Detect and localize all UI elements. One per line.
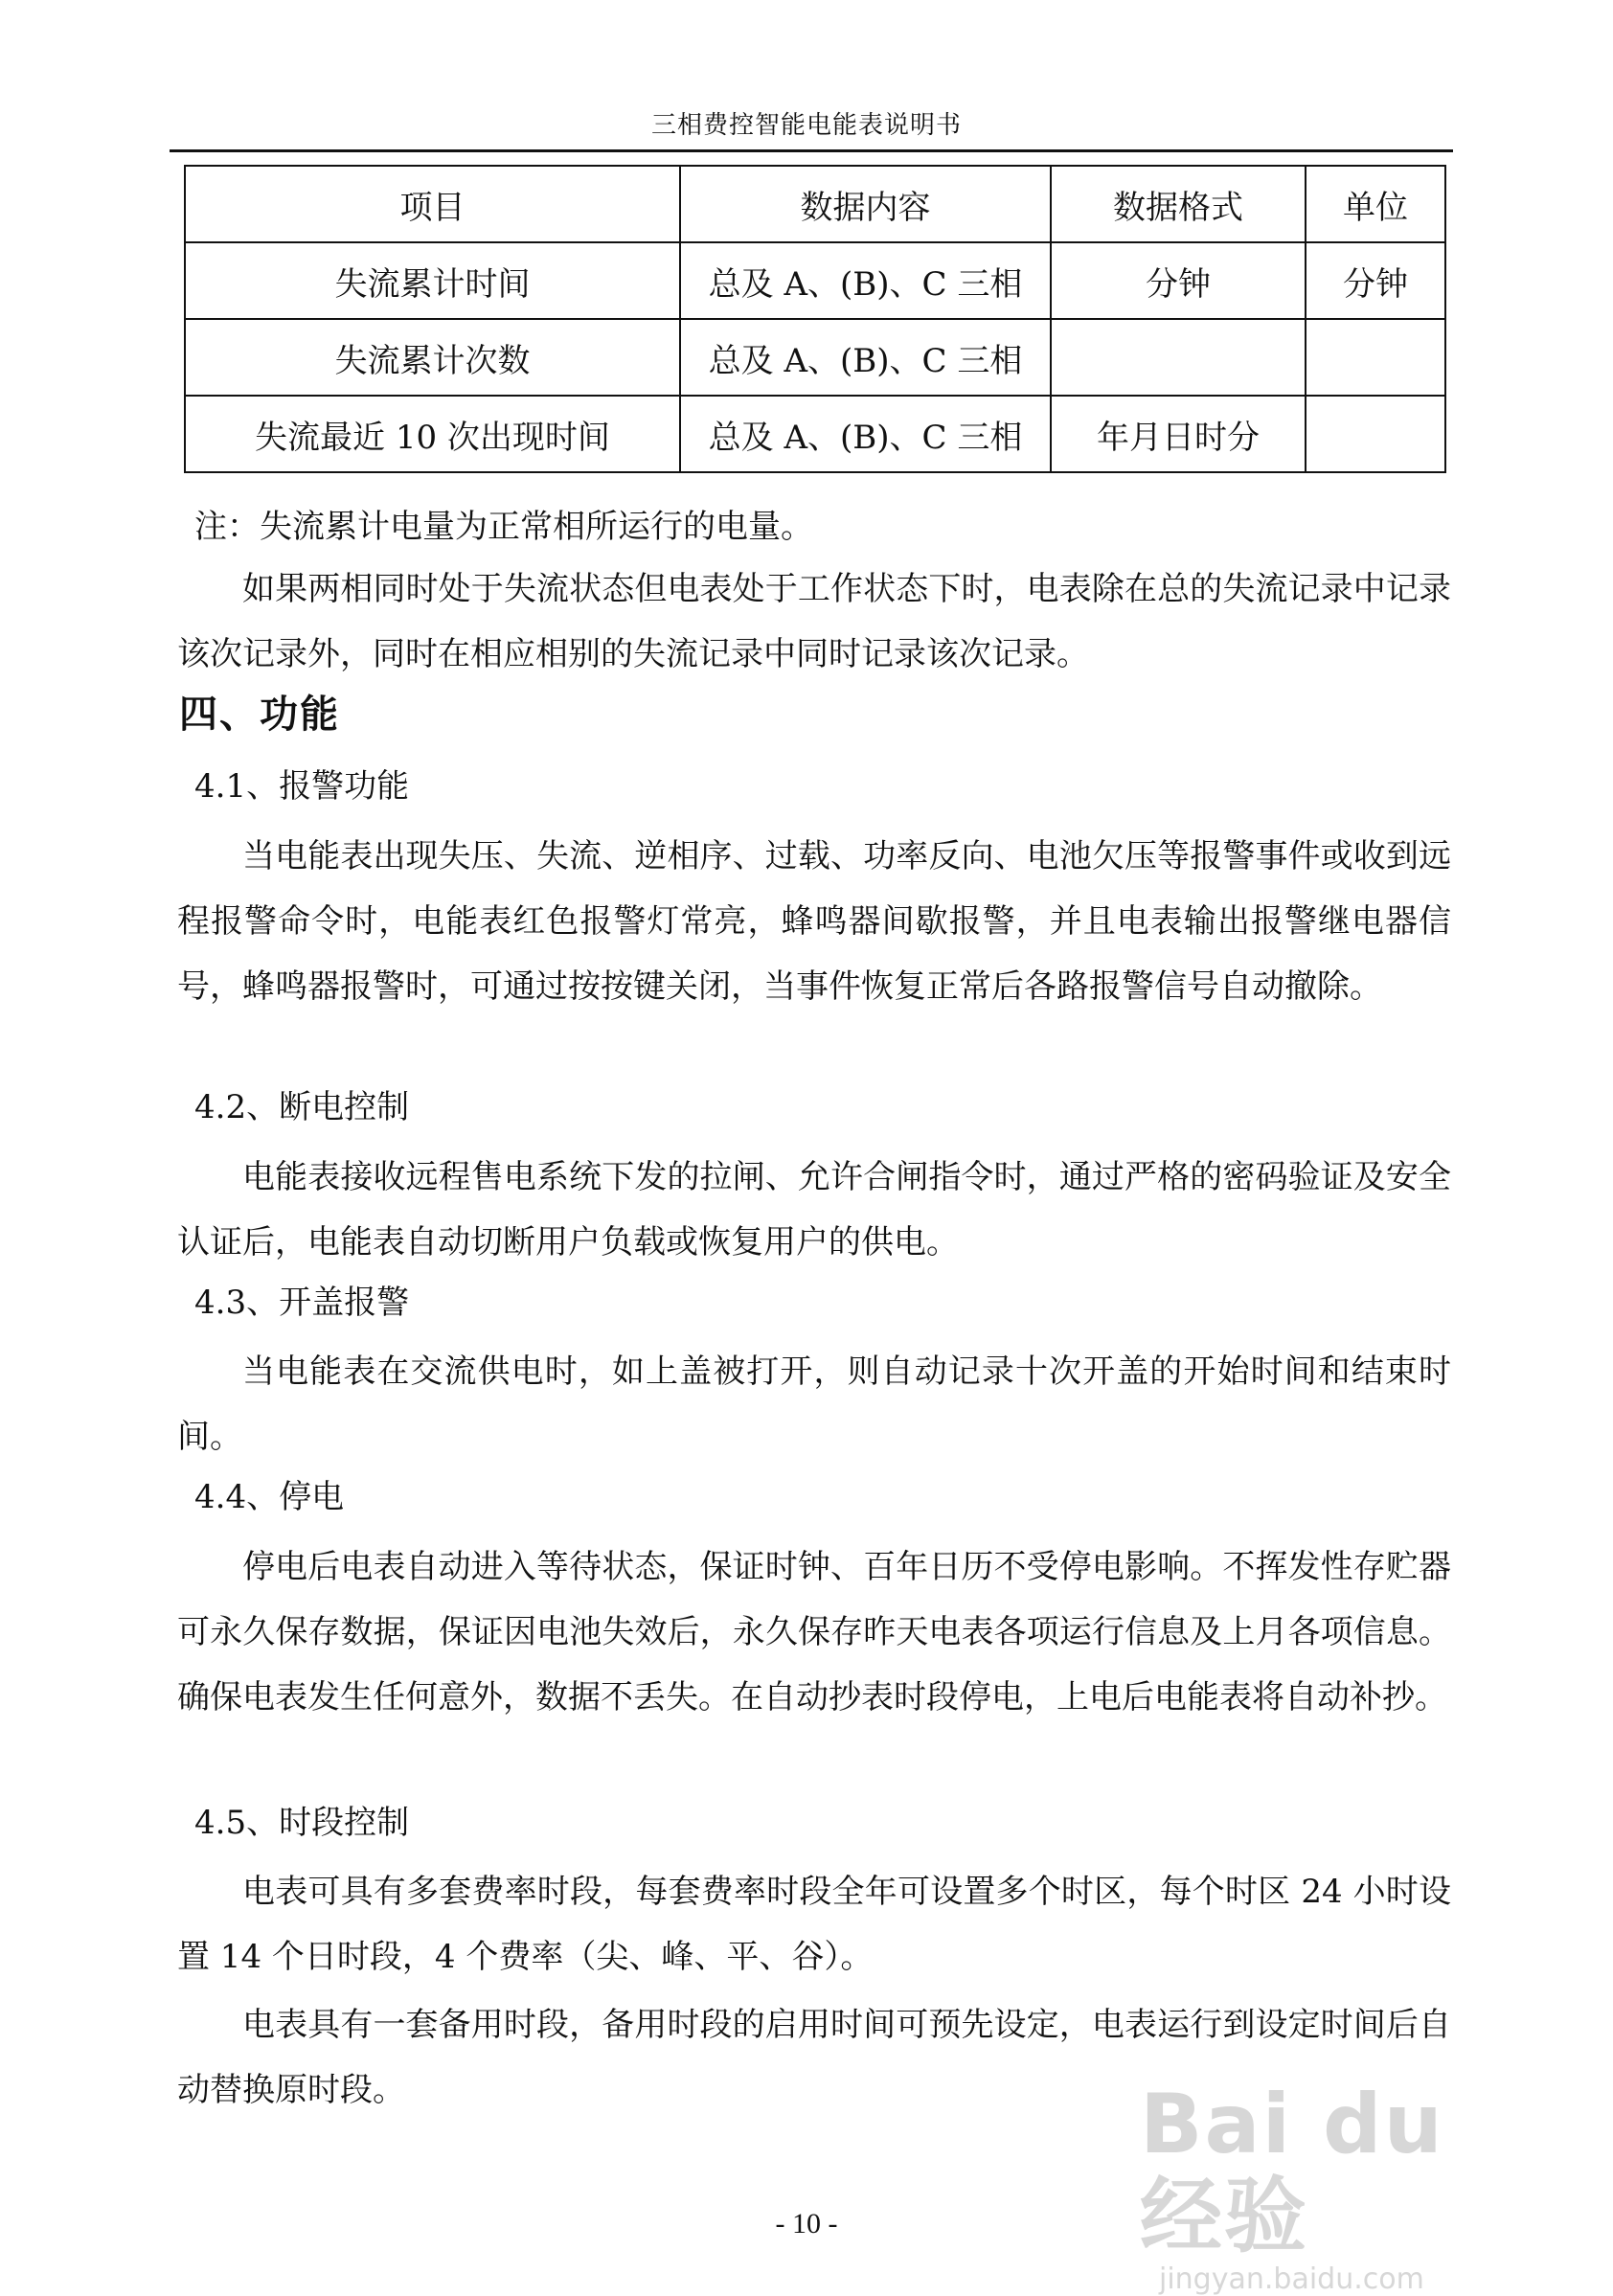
table-header-cell: 数据格式 [1051,166,1306,242]
table-header-row [185,166,1445,242]
table-row [185,319,1445,396]
table-cell: 失流累计时间 [185,242,680,319]
paragraph-time-period-control-2: 电表具有一套备用时段，备用时段的启用时间可预先设定，电表运行到设定时间后自动替换原时段。 [177,2006,1451,2109]
table-cell: 总及 A、(B)、C 三相 [680,396,1051,472]
table-header-cell: 项目 [185,166,680,242]
table-cell [1306,319,1445,396]
table-cell: 失流最近 10 次出现时间 [185,396,680,472]
baidu-jingyan-watermark [1140,2077,1523,2296]
subsection-title-power-outage: 4.4、停电 [194,1478,345,1516]
paragraph-alarm: 当电能表出现失压、失流、逆相序、过载、功率反向、电池欠压等报警事件或收到远程报警命令时，电能表红色报警灯常亮，蜂鸣器间歇报警，并且电表输出报警继电器信号，蜂鸣器报警时，可通过按按键关闭，当事件恢复正常后各路报警信号自动撤除。 [177,837,1451,1006]
paragraph-cover-open-alarm: 当电能表在交流供电时，如上盖被打开，则自动记录十次开盖的开始时间和结束时间。 [177,1353,1451,1456]
page-number: - 10 - [775,2208,838,2239]
header-rule [170,149,1453,152]
table-header-cell: 数据内容 [680,166,1051,242]
paragraph-power-outage: 停电后电表自动进入等待状态，保证时钟、百年日历不受停电影响。不挥发性存贮器可永久保存数据，保证因电池失效后，永久保存昨天电表各项运行信息及上月各项信息。确保电表发生任何意外，数据不丢失。在自动抄表时段停电，上电后电能表将自动补抄。 [177,1548,1451,1716]
table-cell: 年月日时分 [1051,396,1306,472]
subsection-title-alarm: 4.1、报警功能 [194,767,410,806]
table-cell: 分钟 [1051,242,1306,319]
table-row [185,396,1445,472]
document-header-title: 三相费控智能电能表说明书 [650,111,962,140]
paragraph-time-period-control-1: 电表可具有多套费率时段，每套费率时段全年可设置多个时区，每个时区 24 小时设置 14 个日时段，4 个费率（尖、峰、平、谷）。 [177,1873,1451,1976]
table-cell: 分钟 [1306,242,1445,319]
table-cell [1051,319,1306,396]
watermark-logo: Bai du 经验 [1140,2077,1444,2264]
table-cell: 总及 A、(B)、C 三相 [680,319,1051,396]
table-cell: 总及 A、(B)、C 三相 [680,242,1051,319]
subsection-title-power-cut-control: 4.2、断电控制 [194,1088,410,1126]
section-heading-functions: 四、功能 [179,693,340,737]
subsection-title-cover-open-alarm: 4.3、开盖报警 [194,1284,410,1322]
table-cell: 失流累计次数 [185,319,680,396]
table-note: 注：失流累计电量为正常相所运行的电量。 [194,508,813,546]
loss-of-current-table [184,165,1446,473]
subsection-title-time-period-control: 4.5、时段控制 [194,1804,410,1842]
table-row [185,242,1445,319]
paragraph-power-cut-control: 电能表接收远程售电系统下发的拉闸、允许合闸指令时，通过严格的密码验证及安全认证后，电能表自动切断用户负载或恢复用户的供电。 [177,1158,1451,1262]
table-header-cell: 单位 [1306,166,1445,242]
table-cell [1306,396,1445,472]
watermark-url: jingyan.baidu.com [1159,2262,1424,2296]
paragraph-two-phase: 如果两相同时处于失流状态但电表处于工作状态下时，电表除在总的失流记录中记录该次记录外，同时在相应相别的失流记录中同时记录该次记录。 [177,570,1451,673]
